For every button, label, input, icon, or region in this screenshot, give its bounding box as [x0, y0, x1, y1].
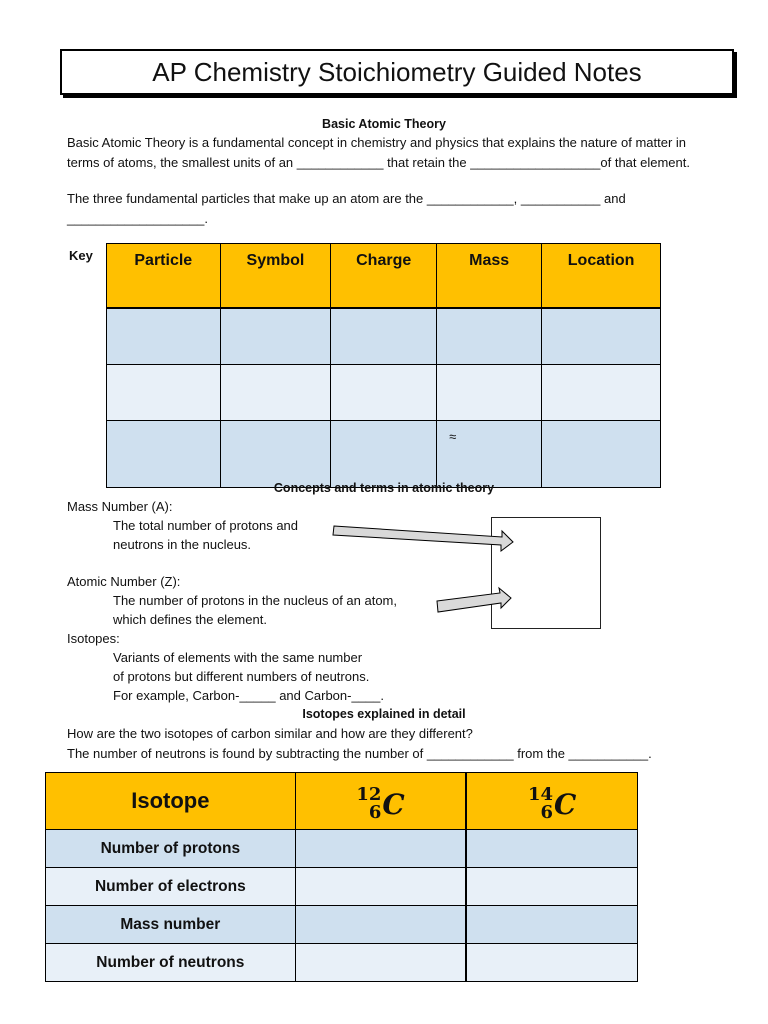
table-cell[interactable]: [220, 365, 331, 421]
approx-symbol: ≈: [449, 429, 457, 444]
key-label: Key: [69, 248, 93, 263]
intro-paragraph: [67, 133, 727, 173]
header-particle: Particle: [107, 244, 221, 309]
isotopes-term: Isotopes:: [67, 631, 120, 646]
header-isotope: Isotope: [46, 773, 296, 830]
page-title: AP Chemistry Stoichiometry Guided Notes: [152, 56, 642, 87]
title-box: [60, 49, 734, 95]
table-cell[interactable]: [542, 308, 661, 365]
table-cell[interactable]: [542, 365, 661, 421]
row-label-mass-number: Mass number: [46, 906, 296, 944]
table-cell[interactable]: [295, 906, 466, 944]
table-cell[interactable]: [220, 308, 331, 365]
header-carbon-14: [466, 773, 637, 830]
row-label-protons: Number of protons: [46, 830, 296, 868]
header-carbon-12: [295, 773, 466, 830]
isotopes-def-line-1: Variants of elements with the same number: [113, 650, 363, 665]
table-cell[interactable]: [107, 365, 221, 421]
table-row: [46, 944, 638, 982]
section-heading-isotopes: Isotopes explained in detail: [302, 707, 466, 721]
mass-number-def-line-1: The total number of protons and: [113, 518, 299, 533]
section-heading-basic-atomic-theory: Basic Atomic Theory: [322, 117, 446, 131]
table-row: [46, 830, 638, 868]
table-cell[interactable]: [331, 308, 437, 365]
isotopes-question: How are the two isotopes of carbon similar and how are they different?: [67, 726, 473, 741]
table-cell[interactable]: [466, 944, 637, 982]
isotopes-paragraph: [67, 724, 727, 764]
header-location: Location: [542, 244, 661, 309]
table-row: [46, 868, 638, 906]
table-row: [46, 906, 638, 944]
isotopes-def-line-2: of protons but different numbers of neutrons.: [113, 669, 370, 684]
mass-number: 14: [527, 784, 554, 805]
arrow-right-icon: [333, 526, 513, 551]
atomic-number: 6: [540, 802, 554, 823]
isotope-table: [45, 772, 638, 982]
header-mass: Mass: [437, 244, 542, 309]
element-symbol: C: [382, 787, 405, 821]
table-cell-mass-approx[interactable]: [437, 421, 542, 488]
isotopes-def-line-3: For example, Carbon-_____ and Carbon-____.: [113, 688, 385, 703]
table-cell[interactable]: [107, 308, 221, 365]
particles-line-1: The three fundamental particles that make up an atom are the ____________, ___________ and: [67, 191, 626, 206]
mass-number-term: Mass Number (A):: [67, 499, 173, 514]
table-cell[interactable]: [466, 868, 637, 906]
neutrons-line: The number of neutrons is found by subtracting the number of ____________ from the ___________.: [67, 746, 652, 761]
atomic-number: 6: [368, 802, 382, 823]
table-cell[interactable]: [331, 421, 437, 488]
table-cell[interactable]: [331, 365, 437, 421]
isotope-table-header: [46, 773, 638, 830]
header-charge: Charge: [331, 244, 437, 309]
table-row: [107, 365, 661, 421]
nuclide-notation-box[interactable]: [491, 517, 601, 629]
row-label-electrons: Number of electrons: [46, 868, 296, 906]
mass-number-def-line-2: neutrons in the nucleus.: [113, 537, 252, 552]
intro-line-1: Basic Atomic Theory is a fundamental concept in chemistry and physics that explains the nature of matter in: [67, 135, 687, 150]
mass-number: 12: [356, 784, 382, 805]
nuclide-carbon-14: [528, 786, 576, 822]
table-cell[interactable]: [542, 421, 661, 488]
table-cell[interactable]: [437, 365, 542, 421]
table-cell[interactable]: [466, 830, 637, 868]
row-label-neutrons: Number of neutrons: [46, 944, 296, 982]
table-row: [107, 308, 661, 365]
table-cell[interactable]: [295, 830, 466, 868]
particle-table-header: [107, 244, 661, 309]
table-cell[interactable]: [466, 906, 637, 944]
atomic-number-term: Atomic Number (Z):: [67, 574, 181, 589]
table-cell[interactable]: [295, 868, 466, 906]
atomic-number-def-line-2: which defines the element.: [113, 612, 267, 627]
table-cell[interactable]: [295, 944, 466, 982]
header-symbol: Symbol: [220, 244, 331, 309]
particles-paragraph: [67, 189, 727, 229]
particles-line-2: ___________________.: [67, 211, 208, 226]
table-row: [107, 421, 661, 488]
atomic-number-def-line-1: The number of protons in the nucleus of an atom,: [113, 593, 398, 608]
table-cell[interactable]: [107, 421, 221, 488]
element-symbol: C: [554, 787, 577, 821]
nuclide-carbon-12: [356, 786, 404, 822]
table-cell[interactable]: [220, 421, 331, 488]
particle-table: [106, 243, 661, 488]
section-heading-concepts: Concepts and terms in atomic theory: [273, 481, 495, 495]
intro-line-2: terms of atoms, the smallest units of an ____________ that retain the __________________of that element.: [67, 155, 690, 170]
table-cell[interactable]: [437, 308, 542, 365]
